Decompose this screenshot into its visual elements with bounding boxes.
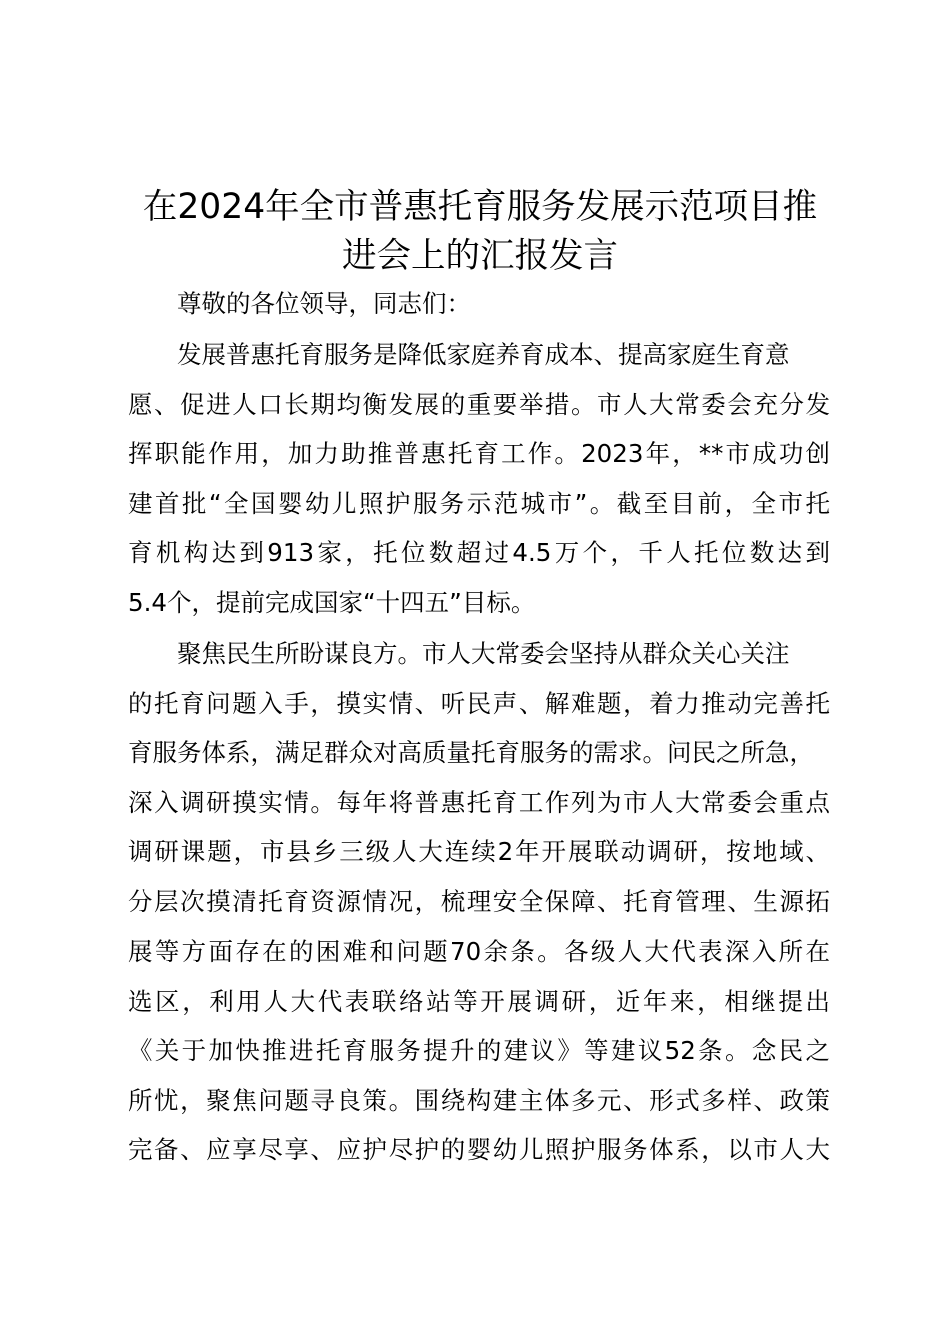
paragraph-2-line: 深入调研摸实情。每年将普惠托育工作列为市人大常委会重点 [128,788,830,817]
paragraph-1-line: 建首批“全国婴幼儿照护服务示范城市”。截至目前，全市托 [128,489,830,518]
paragraph-2-line: 聚焦民生所盼谋良方。市人大常委会坚持从群众关心关注 [177,639,790,668]
paragraph-2-line: 育服务体系，满足群众对高质量托育服务的需求。问民之所急， [128,738,814,767]
paragraph-2-line: 所忧，聚焦问题寻良策。围绕构建主体多元、形式多样、政策 [128,1086,830,1115]
title-line-1: 在2024年全市普惠托育服务发展示范项目推 [142,187,818,227]
document-title [120,183,840,281]
paragraph-2-line: 调研课题，市县乡三级人大连续2年开展联动调研，按地域、 [128,837,830,866]
title-line-2: 进会上的汇报发言 [342,236,618,276]
paragraph-1-line: 愿、促进人口长期均衡发展的重要举措。市人大常委会充分发 [128,390,830,419]
paragraph-1-line: 发展普惠托育服务是降低家庭养育成本、提高家庭生育意 [177,340,790,369]
paragraph-2-line: 展等方面存在的困难和问题70余条。各级人大代表深入所在 [128,937,830,966]
paragraph-1-line: 5.4个，提前完成国家“十四五”目标。 [128,588,536,617]
paragraph-2-line: 的托育问题入手，摸实情、听民声、解难题，着力推动完善托 [128,689,830,718]
paragraph-2-line: 《关于加快推进托育服务提升的建议》等建议52条。念民之 [128,1036,830,1065]
paragraph-2-line: 完备、应享尽享、应护尽护的婴幼儿照护服务体系，以市人大 [128,1135,830,1164]
paragraph-2-line: 选区，利用人大代表联络站等开展调研，近年来，相继提出 [128,987,830,1016]
paragraph-2-line: 分层次摸清托育资源情况，梳理安全保障、托育管理、生源拓 [128,887,830,916]
salutation: 尊敬的各位领导，同志们： [177,289,471,318]
paragraph-1-line: 育机构达到913家，托位数超过4.5万个，千人托位数达到 [128,538,830,567]
paragraph-1-line: 挥职能作用，加力助推普惠托育工作。2023年，**市成功创 [128,439,830,468]
